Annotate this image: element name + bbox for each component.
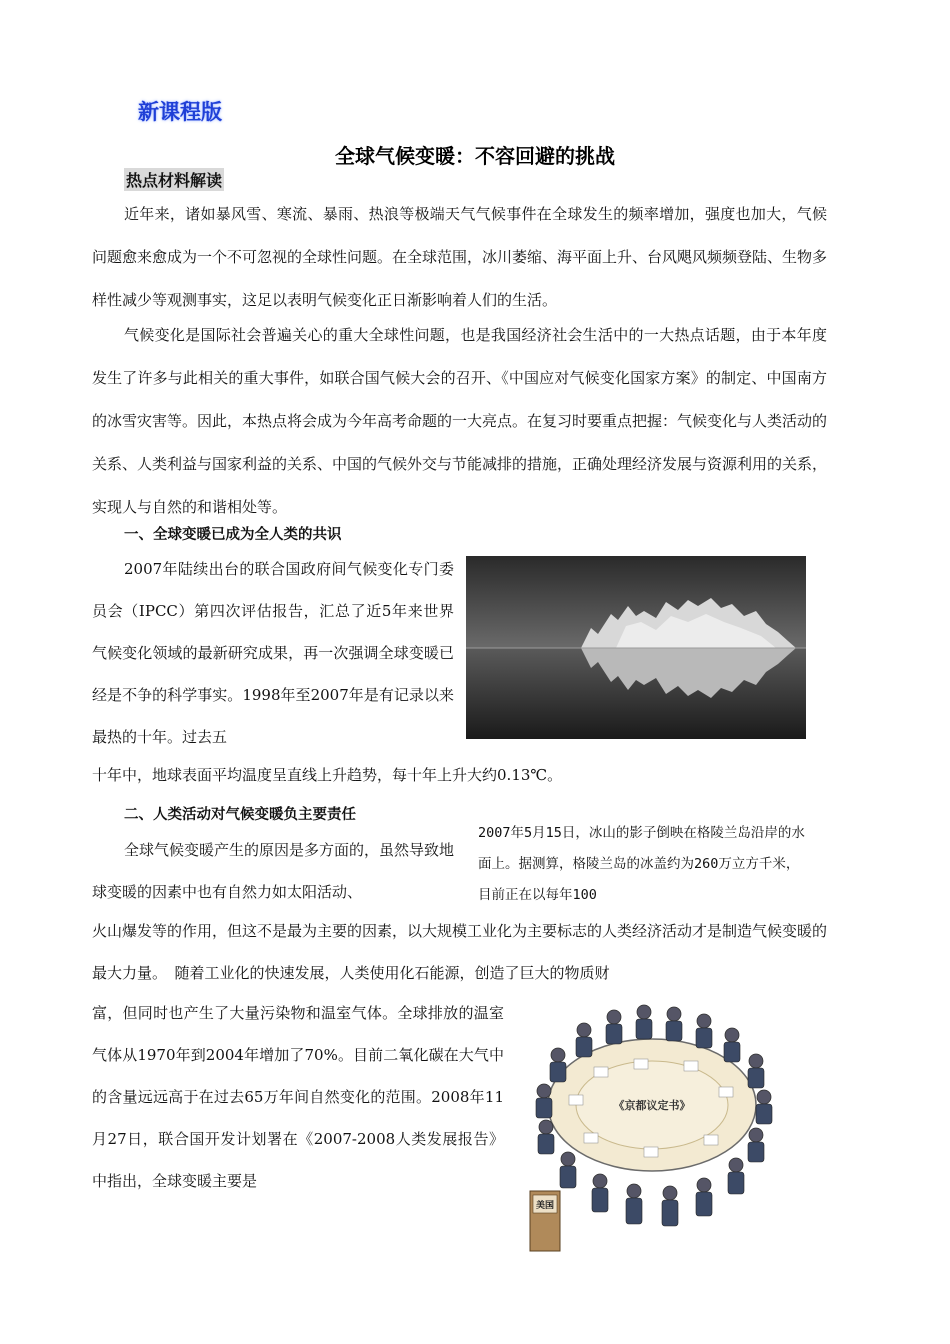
section-label: 热点材料解读	[124, 168, 224, 191]
intro-paragraph-2: 气候变化是国际社会普遍关心的重大全球性问题，也是我国经济社会生活中的一大热点话题，由于本年度发生了许多与此相关的重大事件，如联合国气候大会的召开、《中国应对气候变化国家方案》的制定、中国南方的冰雪灾害等。因此，本热点将会成为今年高考命题的一大亮点。在复习时要重点把握：气候变化与人类活动的关系、人类利益与国家利益的关系、中国的气候外交与节能减排的措施，正确处理经济发展与资源利用的关系，实现人与自然的和谐相处等。	[92, 326, 828, 516]
cartoon-chair-label: 美国	[535, 1201, 555, 1211]
intro-paragraph-1: 近年来，诸如暴风雪、寒流、暴雨、热浪等极端天气气候事件在全球发生的频率增加，强度也加大，气候问题愈来愈成为一个不可忽视的全球性问题。在全球范围，冰川萎缩、海平面上升、台风飓风频频登陆、生物多样性减少等观测事实，这足以表明气候变化正日渐影响着人们的生活。	[92, 205, 828, 309]
section2-full-text: 火山爆发等的作用，但这不是最为主要的因素，以大规模工业化为主要标志的人类经济活动才是制造气候变暖的最大力量。 随着工业化的快速发展，人类使用化石能源，创造了巨大的物质财	[92, 922, 828, 982]
kyoto-protocol-cartoon	[524, 995, 780, 1257]
section-heading-1: 一、全球变暖已成为全人类的共识	[124, 527, 342, 543]
photo-caption: 2007年5月15日，冰山的影子倒映在格陵兰岛沿岸的水面上。据测算，格陵兰岛的冰盖约为260万立方千米，目前正在以每年100	[478, 825, 805, 903]
section2-column-text-2: 富，但同时也产生了大量污染物和温室气体。全球排放的温室气体从1970年到2004年增加了70%。目前二氧化碳在大气中的含量远远高于在过去65万年间自然变化的范围。2008年11月27日，联合国开发计划署在《2007-2008人类发展报告》中指出，全球变暖主要是	[92, 1004, 504, 1190]
section1-column-text: 2007年陆续出台的联合国政府间气候变化专门委员会（IPCC）第四次评估报告，汇总了近5年来世界气候变化领域的最新研究成果，再一次强调全球变暖已经是不争的科学事实。1998年至2007年是有记录以来最热的十年。过去五	[92, 560, 454, 746]
iceberg-photo	[466, 556, 806, 739]
cartoon-table-label: 《京都议定书》	[613, 1099, 691, 1112]
section2-column-text: 全球气候变暖产生的原因是多方面的，虽然导致地球变暖的因素中也有自然力如太阳活动、	[92, 841, 455, 901]
page-title: 全球气候变暖：不容回避的挑战	[335, 144, 615, 168]
edition-label: 新课程版	[138, 100, 222, 124]
section-heading-2: 二、人类活动对气候变暖负主要责任	[124, 807, 356, 823]
section1-tail-text: 十年中，地球表面平均温度呈直线上升趋势，每十年上升大约0.13℃。	[92, 766, 563, 784]
